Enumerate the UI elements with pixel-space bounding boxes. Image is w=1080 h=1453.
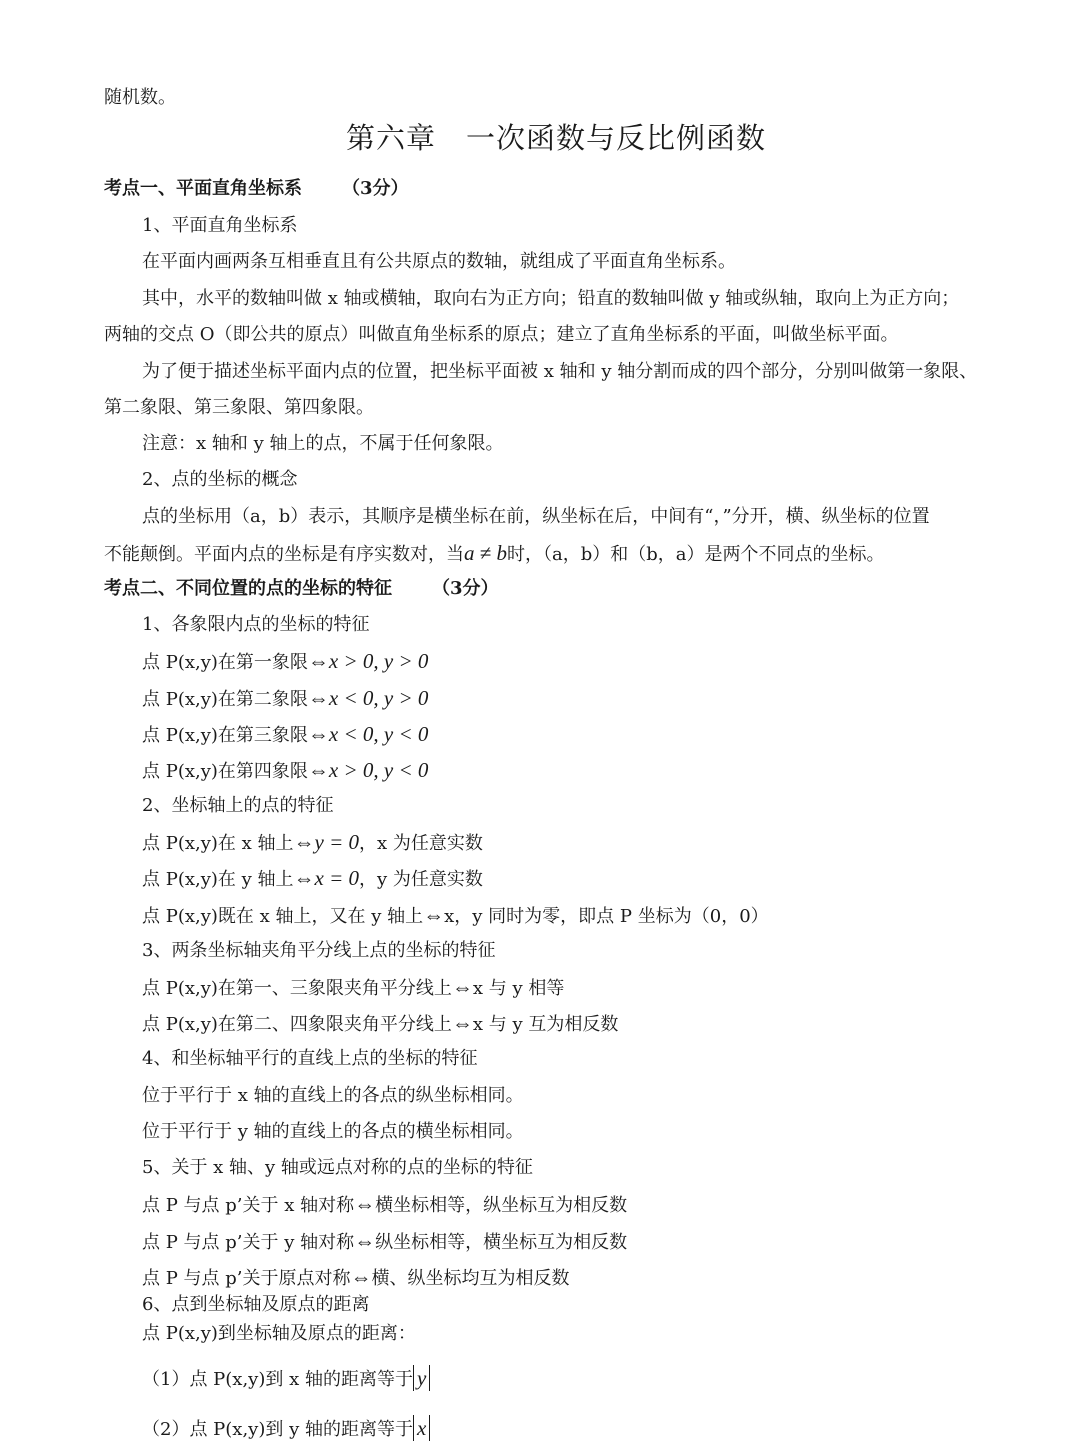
note: 注意：x 轴和 y 轴上的点，不属于任何象限。 [142,433,504,454]
rule-text: 点 P(x,y)在 x 轴上 [142,833,294,854]
section-1-score: （3分） [342,178,409,199]
axis-rule [142,830,483,856]
subheading-2-6: 6、点到坐标轴及原点的距离 [142,1294,370,1315]
rule-condition: x = 0 [314,866,360,890]
quadrant-rule [142,649,428,675]
paragraph: 为了便于描述坐标平面内点的位置，把坐标平面被 x 轴和 y 轴分割而成的四个部分，分别叫做第一象限、 [142,361,978,382]
rule-text: 横、纵坐标均互为相反数 [371,1268,570,1289]
text: 不能颠倒。平面内点的坐标是有序实数对，当 [104,544,464,565]
rule-text: x，y 同时为零，即点 P 坐标为（0，0） [444,906,769,927]
iff-symbol: ⇔ [451,1011,473,1035]
symmetry-rule [142,1192,627,1218]
paragraph: 点 P(x,y)到坐标轴及原点的距离： [142,1323,416,1344]
symmetry-rule [142,1229,627,1255]
rule-condition: x < 0, y < 0 [328,722,429,746]
axis-rule [142,866,483,892]
paragraph: 第二象限、第三象限、第四象限。 [104,397,374,418]
iff-symbol: ⇔ [350,1265,372,1289]
iff-symbol: ⇔ [354,1229,376,1253]
distance-rule [142,1415,430,1442]
math-neq: ≠ [474,541,497,565]
subheading-2-2: 2、坐标轴上的点的特征 [142,795,334,816]
paragraph: 两轴的交点 O（即公共的原点）叫做直角坐标系的原点；建立了直角坐标系的平面，叫做坐标平面。 [104,324,899,345]
iff-symbol: ⇔ [307,649,329,673]
rule-condition: x < 0, y > 0 [328,686,429,710]
iff-symbol: ⇔ [307,686,329,710]
iff-symbol: ⇔ [293,830,315,854]
iff-symbol: ⇔ [307,758,329,782]
iff-symbol: ⇔ [451,975,473,999]
paragraph: 其中，水平的数轴叫做 x 轴或横轴，取向右为正方向；铅直的数轴叫做 y 轴或纵轴，取向上为正方向； [142,288,960,309]
top-text: 随机数。 [104,87,176,108]
rule-condition: x > 0, y < 0 [328,758,429,782]
rule-text: 点 P(x,y)在 y 轴上 [142,869,294,890]
subheading-1-1: 1、平面直角坐标系 [142,215,298,236]
bisector-rule [142,1011,618,1037]
iff-symbol: ⇔ [293,866,315,890]
rule-text: ，x 为任意实数 [359,833,483,854]
bisector-rule [142,975,564,1001]
rule-text: x 与 y 相等 [472,978,565,999]
rule-text: （1）点 P(x,y)到 x 轴的距离等于 [142,1369,413,1390]
axis-rule [142,903,769,929]
subheading-1-2: 2、点的坐标的概念 [142,469,298,490]
absolute-value-y: y [413,1365,430,1391]
symmetry-rule [142,1265,570,1291]
rule-text: 点 P(x,y)在第一、三象限夹角平分线上 [142,978,452,999]
section-2-heading [104,577,499,601]
subheading-2-4: 4、和坐标轴平行的直线上点的坐标的特征 [142,1048,478,1069]
section-1-heading [104,177,409,201]
iff-symbol: ⇔ [354,1192,376,1216]
subheading-2-5: 5、关于 x 轴、y 轴或远点对称的点的坐标的特征 [142,1157,533,1178]
rule-text: 纵坐标相等，横坐标互为相反数 [375,1232,628,1253]
rule-text: x 与 y 互为相反数 [472,1014,619,1035]
iff-symbol: ⇔ [307,722,329,746]
rule-text: 点 P(x,y)在第三象限 [142,725,308,746]
paragraph: 位于平行于 x 轴的直线上的各点的纵坐标相同。 [142,1085,524,1106]
rule-text: 点 P(x,y)既在 x 轴上，又在 y 轴上 [142,906,424,927]
paragraph: 位于平行于 y 轴的直线上的各点的横坐标相同。 [142,1121,524,1142]
subheading-2-1: 1、各象限内点的坐标的特征 [142,614,370,635]
rule-text: 横坐标相等，纵坐标互为相反数 [375,1195,628,1216]
rule-text: 点 P(x,y)在第四象限 [142,761,308,782]
paragraph [104,541,885,567]
rule-text: 点 P(x,y)在第二象限 [142,689,308,710]
rule-condition: x > 0, y > 0 [328,649,429,673]
quadrant-rule [142,722,428,748]
quadrant-rule [142,686,428,712]
rule-text: 点 P(x,y)在第一象限 [142,652,308,673]
text: 时，（a，b）和（b，a）是两个不同点的坐标。 [507,544,885,565]
paragraph: 在平面内画两条互相垂直且有公共原点的数轴，就组成了平面直角坐标系。 [142,251,736,272]
rule-text: 点 P(x,y)在第二、四象限夹角平分线上 [142,1014,452,1035]
subheading-2-3: 3、两条坐标轴夹角平分线上点的坐标的特征 [142,940,496,961]
distance-rule [142,1365,430,1392]
math-b: b [496,541,508,565]
rule-text: ，y 为任意实数 [359,869,483,890]
absolute-value-x: x [413,1415,430,1441]
quadrant-rule [142,758,428,784]
chapter-title: 第六章 一次函数与反比例函数 [346,121,767,155]
rule-condition: y = 0 [314,830,360,854]
section-1-title: 考点一、平面直角坐标系 [104,178,302,199]
section-2-score: （3分） [432,578,499,599]
rule-text: 点 P 与点 p’关于 y 轴对称 [142,1232,355,1253]
math-a: a [464,541,475,565]
rule-text: 点 P 与点 p’关于原点对称 [142,1268,351,1289]
section-2-title: 考点二、不同位置的点的坐标的特征 [104,578,392,599]
paragraph: 点的坐标用（a，b）表示，其顺序是横坐标在前，纵坐标在后，中间有“，”分开，横、纵坐标的位置 [142,506,930,527]
iff-symbol: ⇔ [423,903,445,927]
rule-text: 点 P 与点 p’关于 x 轴对称 [142,1195,355,1216]
rule-text: （2）点 P(x,y)到 y 轴的距离等于 [142,1419,413,1440]
